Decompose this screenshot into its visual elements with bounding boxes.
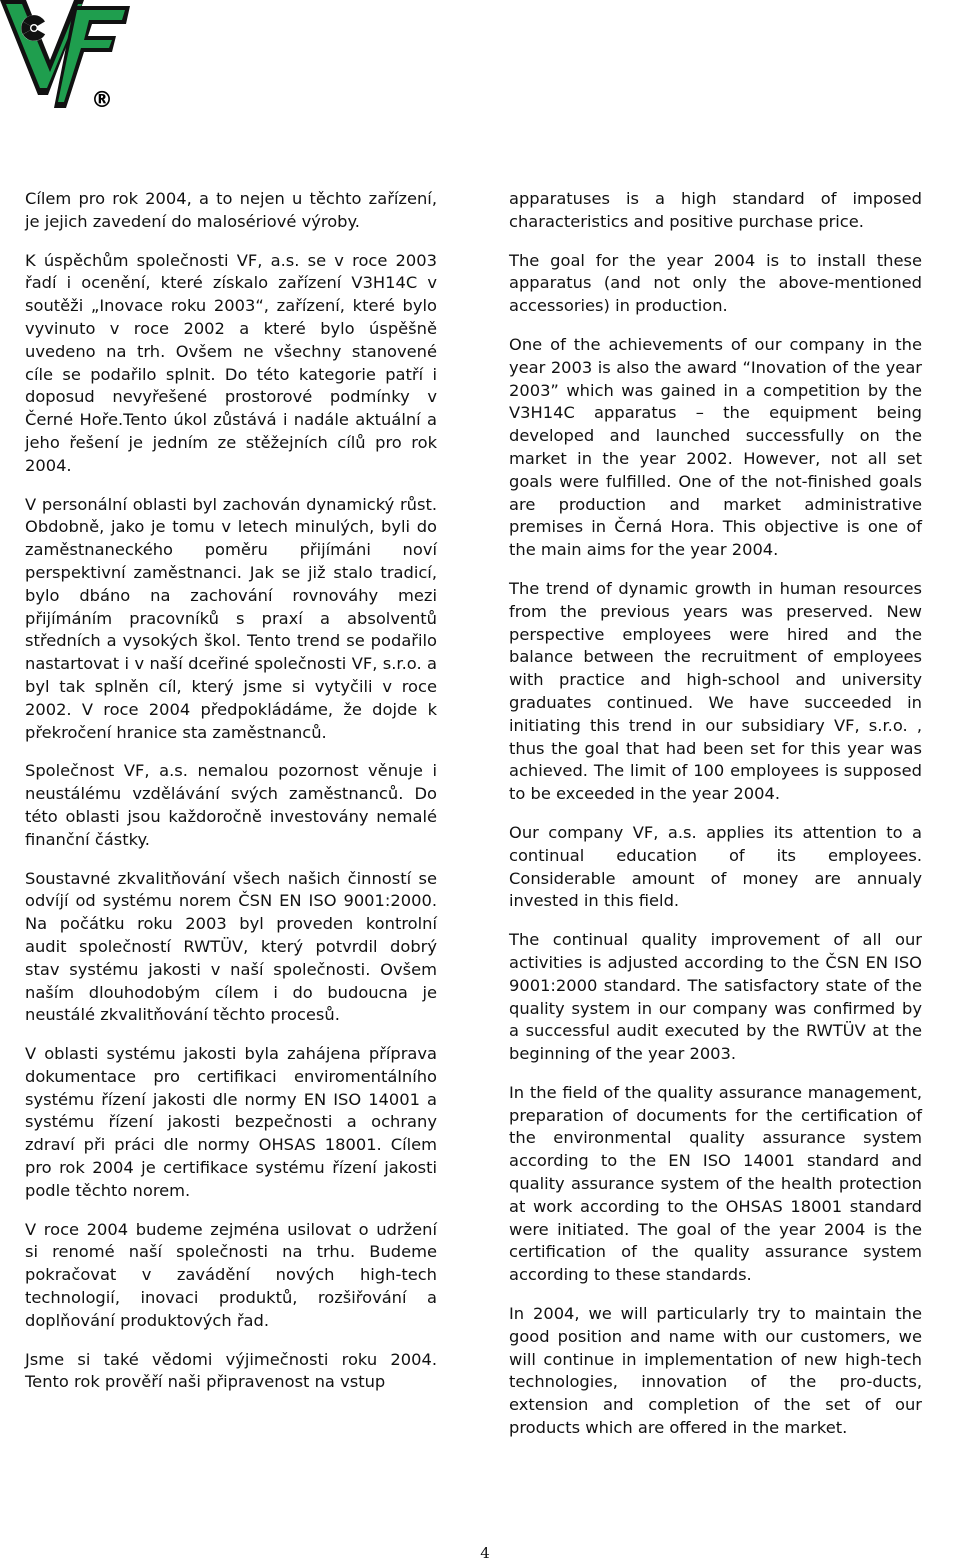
paragraph: apparatuses is a high standard of imposed characteristics and positive purchase price. [509, 189, 922, 231]
paragraph: In 2004, we will particularly try to maintain the good position and name with our customers, we will continue in implementation of new high-tech technologies, innovation of the pro-ducts, extension and completion of the set of our products which are offered in the market. [509, 1304, 922, 1438]
paragraph: The continual quality improvement of all our activities is adjusted according to the ČSN EN ISO 9001:2000 standard. The satisfactory state of the quality system in our company was confirmed by a successful audit executed by the RWTÜV at the beginning of the year 2003. [509, 930, 922, 1064]
paragraph: Cílem pro rok 2004, a to nejen u těchto zařízení, je jejich zavedení do malosériové výroby. [25, 189, 437, 231]
english-text-column [509, 188, 922, 1456]
page-number: 4 [480, 1544, 490, 1562]
vf-logo [0, 0, 130, 125]
paragraph: Jsme si také vědomi výjimečnosti roku 2004. Tento rok prověří naši připravenost na vstup [25, 1349, 437, 1392]
paragraph: In the field of the quality assurance management, preparation of documents for the certification of the environmental quality assurance system according to the EN ISO 14001 standard and quality assurance system of the health protection at work according to the OHSAS 18001 standard were initiated. The goal of the year 2004 is the certification of the quality assurance system according to these standards. [509, 1082, 922, 1285]
paragraph: Soustavné zkvalitňování všech našich činností se odvíjí od systému norem ČSN EN ISO 9001:2000. Na počátku roku 2003 byl proveden kontrolní audit společností RWTÜV, který potvrdil dobrý stav systému jakosti v naší společnosti. Ovšem naším dlouhodobým cílem i do budoucna je neustálé zkvalitňování těchto procesů. [25, 868, 437, 1025]
paragraph: V oblasti systému jakosti byla zahájena příprava dokumentace pro certifikaci enviromentálního systému řízení jakosti dle normy EN ISO 14001 a systému řízení jakosti bezpečnosti a ochrany zdraví při práci dle normy OHSAS 18001. Cílem pro rok 2004 je certifikace systému řízení jakosti podle těchto norem. [25, 1044, 437, 1200]
paragraph: K úspěchům společnosti VF, a.s. se v roce 2003 řadí i ocenění, které získalo zařízení V3H14C v soutěži „Inovace roku 2003“, zařízení, které bylo vyvinuto v roce 2002 a které bylo úspěšně uvedeno na trh. Ovšem ne všechny stanovené cíle se podařilo splnit. Do této kategorie patří i doposud nevyřešené prostorové podmínky v Černé Hoře.Tento úkol zůstává i nadále aktuální a jeho řešení je jedním ze stěžejních cílů pro rok 2004. [25, 250, 437, 475]
czech-text-column [25, 188, 437, 1410]
paragraph: V personální oblasti byl zachován dynamický růst. Obdobně, jako je tomu v letech minulých, byli do zaměstnaneckého poměru přijímáni noví perspektivní zaměstnanci. Jak se již stalo tradicí, bylo dbáno na zachování rovnováhy mezi přijímáním pracovníků s praxí a absolventů středních a vysokých škol. Tento trend se podařilo nastartovat i v naší dceřiné společnosti VF, s.r.o. a byl tak splněn cíl, který jsme si vytyčili v roce 2002. V roce 2004 předpokládáme, že dojde k překročení hranice sta zaměstnanců. [25, 494, 437, 742]
paragraph: Společnost VF, a.s. nemalou pozornost věnuje i neustálému vzdělávání svých zaměstnanců. Do této oblasti jsou každoročně investovány nemalé finanční částky. [25, 761, 437, 849]
paragraph: The trend of dynamic growth in human resources from the previous years was preserved. New perspective employees were hired and the balance between the recruitment of employees with practice and high-school and university graduates continued. We have succeeded in initiating this trend in our subsidiary VF, s.r.o. , thus the goal that had been set for this year was achieved. The limit of 100 employees is supposed to be exceeded in the year 2004. [509, 578, 922, 804]
paragraph: Our company VF, a.s. applies its attention to a continual education of its employees. Considerable amount of money are annualy invested in this field. [509, 822, 922, 911]
paragraph: V roce 2004 budeme zejména usilovat o udržení si renomé naší společnosti na trhu. Budeme pokračovat v zavádění nových high-tech technologií, inovaci produktů, rozšiřování a doplňování produktových řad. [25, 1219, 437, 1330]
registered-mark: ® [91, 88, 113, 113]
paragraph: One of the achievements of our company in the year 2003 is also the award “Inovation of the year 2003” which was gained in a competition by the V3H14C apparatus – the equipment being developed and launched successfully on the market in the year 2002. However, not all set goals were fulfilled. One of the not-finished goals are production and market administrative premises in Černá Hora. This objective is one of the main aims for the year 2004. [509, 334, 922, 560]
paragraph: The goal for the year 2004 is to install these apparatus (and not only the above-mentioned accessories) in production. [509, 250, 922, 316]
